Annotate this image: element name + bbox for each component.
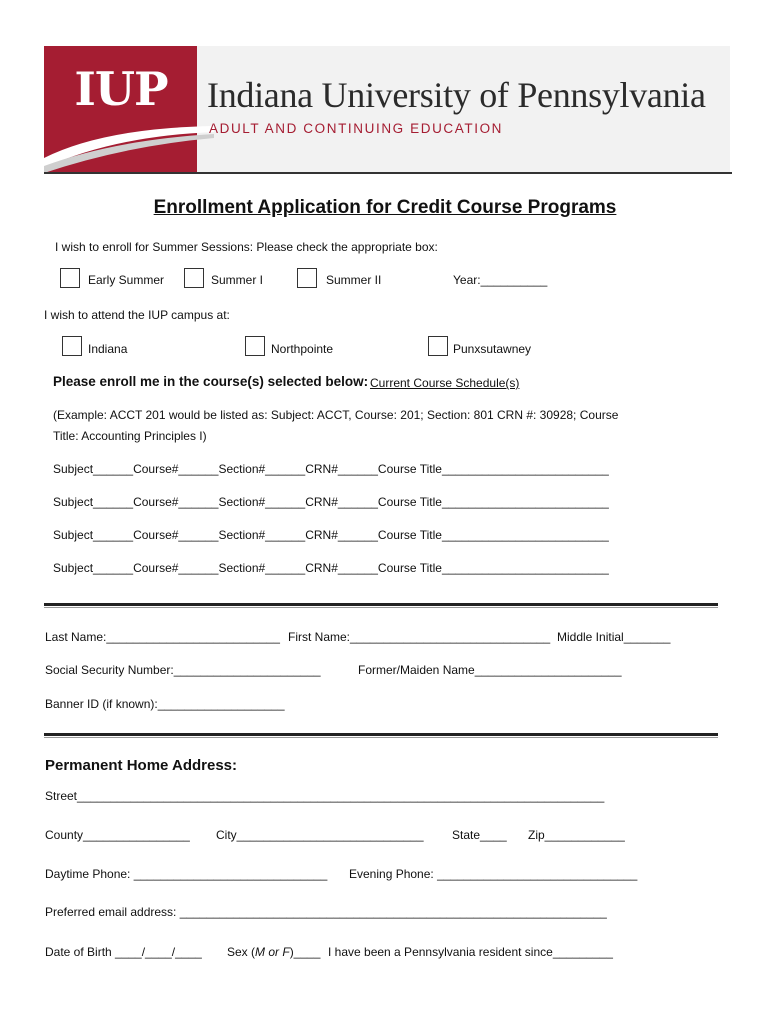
- course-enroll-heading: Please enroll me in the course(s) selected below:: [53, 374, 369, 389]
- summer-two-checkbox[interactable]: [297, 268, 317, 288]
- iup-logo-text: IUP: [74, 62, 168, 116]
- email-field[interactable]: Preferred email address: ________________________________________________________________: [45, 905, 607, 919]
- course-row-2[interactable]: Subject______Course#______Section#______CRN#______Course Title_________________________: [53, 495, 609, 509]
- summer-one-label: Summer I: [211, 273, 264, 287]
- university-name: Indiana University of Pennsylvania: [207, 75, 706, 115]
- course-row-4[interactable]: Subject______Course#______Section#______CRN#______Course Title_________________________: [53, 561, 609, 575]
- home-address-heading: Permanent Home Address:: [45, 757, 237, 774]
- form-title: Enrollment Application for Credit Course Programs: [153, 197, 617, 218]
- early-summer-checkbox[interactable]: [60, 268, 80, 288]
- daytime-phone-field[interactable]: Daytime Phone: _____________________________: [45, 867, 328, 881]
- sex-label-prefix: Sex (: [227, 945, 256, 959]
- northpointe-campus-label: Northpointe: [271, 342, 334, 356]
- state-field[interactable]: State____: [452, 828, 507, 842]
- course-example-line-2: Title: Accounting Principles I): [53, 429, 207, 443]
- section-divider-1-shadow: [44, 607, 718, 608]
- logo-swoosh: [44, 118, 214, 173]
- punxsutawney-campus-checkbox[interactable]: [428, 336, 448, 356]
- northpointe-campus-checkbox[interactable]: [245, 336, 265, 356]
- zip-field[interactable]: Zip____________: [528, 828, 625, 842]
- sessions-prompt: I wish to enroll for Summer Sessions: Please check the appropriate box:: [55, 240, 438, 254]
- section-divider-2-shadow: [44, 737, 718, 738]
- department-subtitle: ADULT AND CONTINUING EDUCATION: [209, 121, 504, 136]
- punxsutawney-campus-label: Punxsutawney: [453, 342, 532, 356]
- section-divider-2: [44, 733, 718, 736]
- ssn-field[interactable]: Social Security Number:______________________: [45, 663, 321, 677]
- course-row-1[interactable]: Subject______Course#______Section#______CRN#______Course Title_________________________: [53, 462, 609, 476]
- county-field[interactable]: County________________: [45, 828, 190, 842]
- city-field[interactable]: City____________________________: [216, 828, 424, 842]
- date-of-birth-field[interactable]: Date of Birth ____/____/____: [45, 945, 202, 959]
- section-divider-1: [44, 603, 718, 606]
- last-name-field[interactable]: Last Name:__________________________: [45, 630, 280, 644]
- street-field[interactable]: Street_______________________________________________________________________________: [45, 789, 605, 803]
- summer-one-checkbox[interactable]: [184, 268, 204, 288]
- summer-two-label: Summer II: [326, 273, 382, 287]
- banner-id-field[interactable]: Banner ID (if known):___________________: [45, 697, 285, 711]
- year-field[interactable]: Year:__________: [453, 273, 548, 287]
- indiana-campus-checkbox[interactable]: [62, 336, 82, 356]
- course-example-line-1: (Example: ACCT 201 would be listed as: Subject: ACCT, Course: 201; Section: 801 CRN #: 30928; Course: [53, 408, 619, 422]
- sex-field[interactable]: [227, 945, 320, 959]
- maiden-name-field[interactable]: Former/Maiden Name______________________: [358, 663, 622, 677]
- current-course-schedule-link[interactable]: Current Course Schedule(s): [370, 376, 520, 390]
- evening-phone-field[interactable]: Evening Phone: ______________________________: [349, 867, 638, 881]
- header-divider: [44, 172, 732, 174]
- campus-prompt: I wish to attend the IUP campus at:: [44, 308, 230, 322]
- pa-resident-since-field[interactable]: I have been a Pennsylvania resident since_________: [328, 945, 613, 959]
- first-name-field[interactable]: First Name:______________________________: [288, 630, 551, 644]
- indiana-campus-label: Indiana: [88, 342, 128, 356]
- course-row-3[interactable]: Subject______Course#______Section#______CRN#______Course Title_________________________: [53, 528, 609, 542]
- sex-label-suffix: )____: [289, 945, 321, 959]
- sex-options: M or F: [255, 945, 290, 959]
- early-summer-label: Early Summer: [88, 273, 165, 287]
- middle-initial-field[interactable]: Middle Initial_______: [557, 630, 671, 644]
